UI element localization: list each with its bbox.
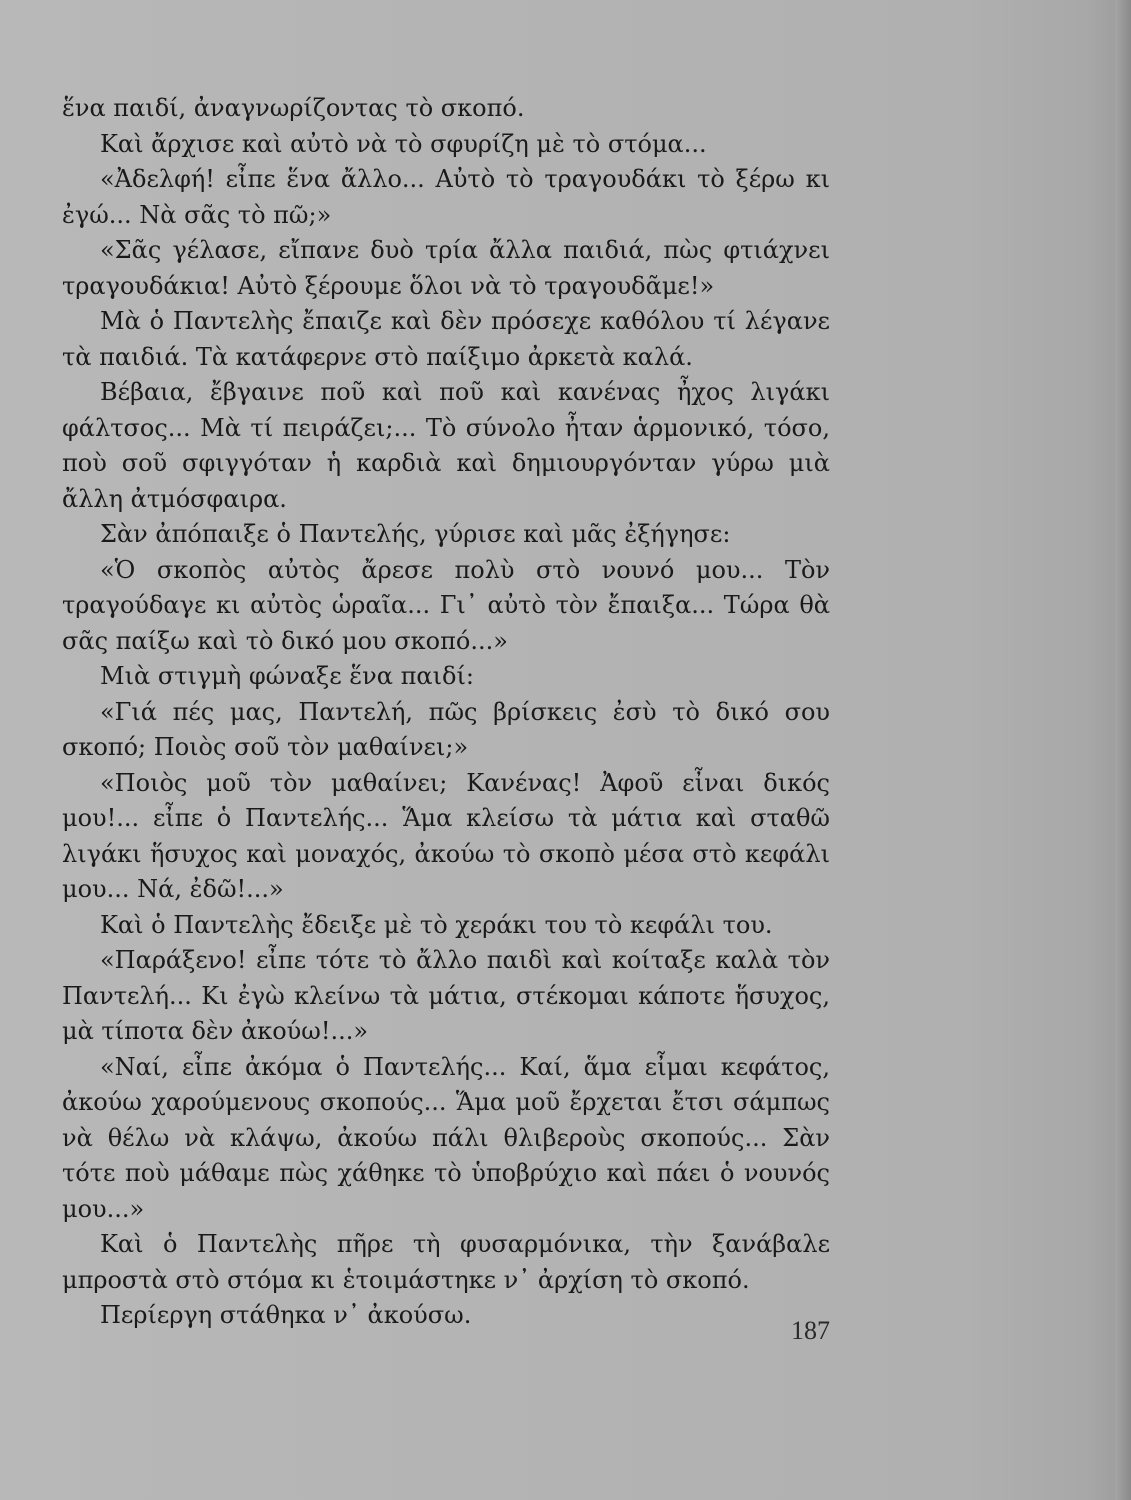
paragraph: Βέβαια, ἔβγαινε ποῦ καὶ ποῦ καὶ κανένας ἦχος λιγάκι φάλτσος... Μὰ τί πειράζει;... Τὸ σύνολο ἦταν ἁρμονικό, τόσο, ποὺ σοῦ σφιγγόταν ἡ καρδιὰ καὶ δημιουργόνταν γύρω μιὰ ἄλλη ἀτμόσφαιρα. xyxy=(62,378,830,513)
paragraph: «Ποιὸς μοῦ τὸν μαθαίνει; Κανένας! Ἀφοῦ εἶναι δικός μου!... εἶπε ὁ Παντελής... Ἅμα κλείσω τὰ μάτια καὶ σταθῶ λιγάκι ἥσυχος καὶ μοναχός, ἀκούω τὸ σκοπὸ μέσα στὸ κεφάλι μου... Νά, ἐδῶ!...» xyxy=(62,768,830,903)
paragraph: «Ὁ σκοπὸς αὐτὸς ἄρεσε πολὺ στὸ νουνό μου... Τὸν τραγούδαγε κι αὐτὸς ὡραῖα... Γι᾽ αὐτὸ τὸν ἔπαιξα... Τώρα θὰ σᾶς παίξω καὶ τὸ δικό μου σκοπό...» xyxy=(62,555,830,655)
paragraph: Σὰν ἀπόπαιξε ὁ Παντελής, γύρισε καὶ μᾶς ἐξήγησε: xyxy=(100,520,731,548)
paragraph: Μὰ ὁ Παντελὴς ἔπαιζε καὶ δὲν πρόσεχε καθόλου τί λέγανε τὰ παιδιά. Τὰ κατάφερνε στὸ παίξιμο ἀρκετὰ καλά. xyxy=(62,307,830,371)
paragraph: «Σᾶς γέλασε, εἴπανε δυὸ τρία ἄλλα παιδιά, πὼς φτιάχνει τραγουδάκια! Αὐτὸ ξέρουμε ὅλοι νὰ τὸ τραγουδᾶμε!» xyxy=(62,236,830,300)
paragraph: Καὶ ὁ Παντελὴς πῆρε τὴ φυσαρμόνικα, τὴν ξανάβαλε μπροστὰ στὸ στόμα κι ἑτοιμάστηκε ν᾽ ἀρχίση τὸ σκοπό. xyxy=(62,1230,830,1294)
paragraph: Περίεργη στάθηκα ν᾽ ἀκούσω. xyxy=(100,1301,472,1329)
page-number: 187 xyxy=(791,1316,830,1345)
paragraph: Καὶ ἄρχισε καὶ αὐτὸ νὰ τὸ σφυρίζη μὲ τὸ στόμα... xyxy=(100,129,707,158)
page-edge xyxy=(1115,0,1131,1500)
paragraph: ἕνα παιδί, ἀναγνωρίζοντας τὸ σκοπό. xyxy=(62,94,525,122)
paragraph: «Παράξενο! εἶπε τότε τὸ ἄλλο παιδὶ καὶ κοίταξε καλὰ τὸν Παντελή... Κι ἐγὼ κλείνω τὰ μάτια, στέκομαι κάποτε ἥσυχος, μὰ τίποτα δὲν ἀκούω!...» xyxy=(62,946,830,1045)
paragraph: Μιὰ στιγμὴ φώναξε ἕνα παιδί: xyxy=(100,662,474,690)
paragraph: «Γιά πές μας, Παντελή, πῶς βρίσκεις ἐσὺ τὸ δικό σου σκοπό; Ποιὸς σοῦ τὸν μαθαίνει;» xyxy=(62,697,830,761)
paragraph: Καὶ ὁ Παντελὴς ἔδειξε μὲ τὸ χεράκι του τὸ κεφάλι του. xyxy=(100,910,773,939)
body-text xyxy=(62,91,830,1334)
paragraph: «Ναί, εἶπε ἀκόμα ὁ Παντελής... Καί, ἅμα εἶμαι κεφάτος, ἀκούω χαρούμενους σκοπούς... Ἅμα μοῦ ἔρχεται ἔτσι σάμπως νὰ θέλω νὰ κλάψω, ἀκούω πάλι θλιβεροὺς σκοπούς... Σὰν τότε ποὺ μάθαμε πὼς χάθηκε τὸ ὑποβρύχιο καὶ πάει ὁ νουνός μου...» xyxy=(62,1052,830,1223)
paragraph: «Ἀδελφή! εἶπε ἕνα ἄλλο... Αὐτὸ τὸ τραγουδάκι τὸ ξέρω κι ἐγώ... Νὰ σᾶς τὸ πῶ;» xyxy=(62,165,830,229)
